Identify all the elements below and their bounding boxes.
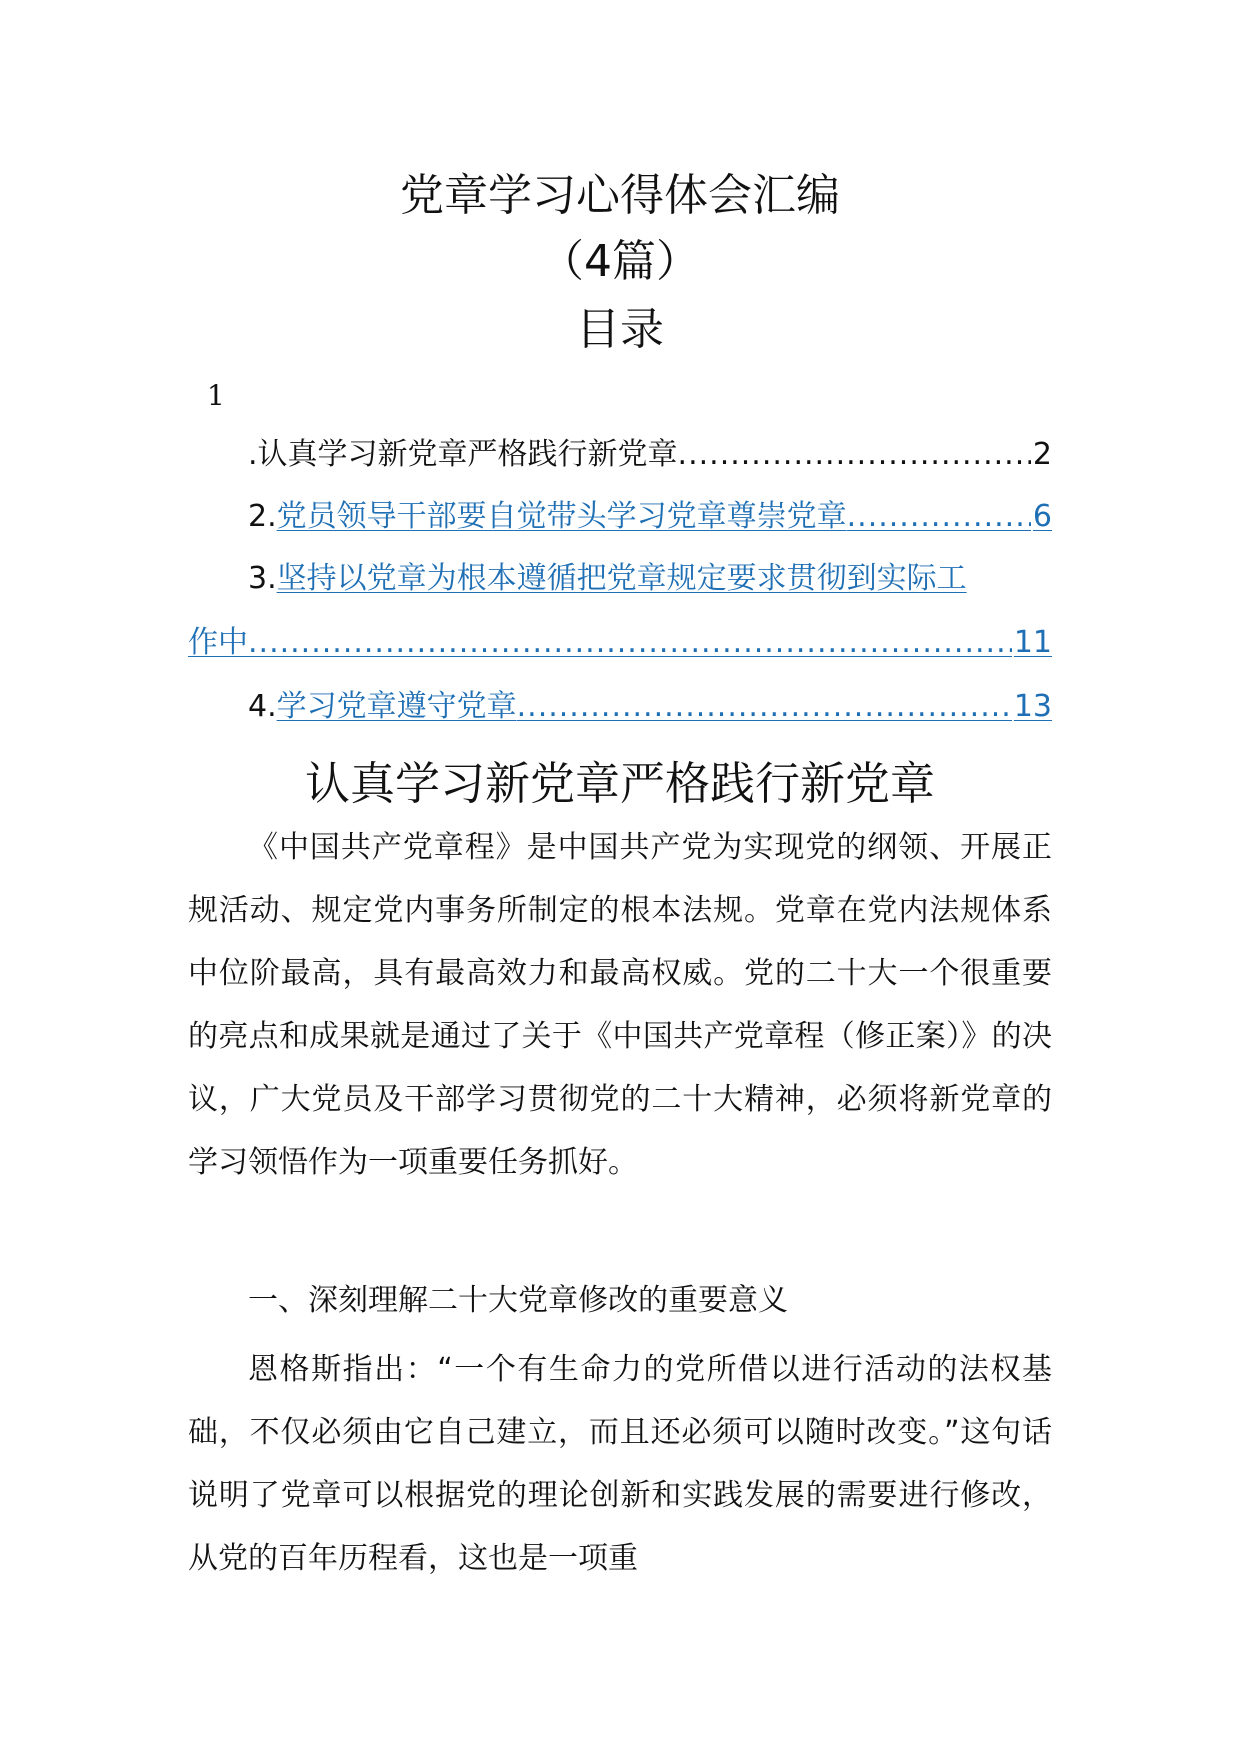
toc-entry-4-link[interactable]: 学习党章遵守党章	[276, 689, 517, 724]
document-title: 党章学习心得体会汇编	[400, 170, 840, 221]
article-title: 认真学习新党章严格践行新党章	[304, 757, 935, 810]
article-body-2	[188, 1338, 1052, 1590]
toc-entry-2-link[interactable]: 党员领导干部要自觉带头学习党章尊崇党章	[276, 499, 847, 534]
toc-entry-2[interactable]	[248, 494, 1052, 540]
toc-entry-1[interactable]	[248, 432, 1052, 478]
toc-entry-1-page: 2	[1032, 437, 1052, 472]
toc-entry-3-link-continued[interactable]: 作中	[188, 625, 248, 660]
toc-entry-3-page[interactable]: 11	[1013, 625, 1052, 660]
toc-entry-4-page[interactable]: 13	[1013, 689, 1052, 724]
toc-entry-2-page[interactable]: 6	[1032, 499, 1052, 534]
toc-entry-4-leader	[517, 684, 1012, 730]
toc-entry-3-link[interactable]: 坚持以党章为根本遵循把党章规定要求贯彻到实际工	[276, 561, 967, 596]
toc-entry-1-leader	[678, 432, 1031, 478]
toc-entry-2-prefix: 2.	[248, 499, 277, 534]
toc-entry-4-prefix: 4.	[248, 689, 277, 724]
article-paragraph-1: 《中国共产党章程》是中国共产党为实现党的纲领、开展正规活动、规定党内事务所制定的根本法规。党章在党内法规体系中位阶最高，具有最高效力和最高权威。党的二十大一个很重要的亮点和成果就是通过了关于《中国共产党章程（修正案）》的决议，广大党员及干部学习贯彻党的二十大精神，必须将新党章的学习领悟作为一项重要任务抓好。	[188, 830, 1052, 1180]
toc-entry-1-prefix: .	[248, 437, 258, 472]
page-marker: 1	[207, 379, 225, 412]
toc-entry-4[interactable]	[248, 684, 1052, 730]
article-paragraph-2: 恩格斯指出：“一个有生命力的党所借以进行活动的法权基础，不仅必须由它自己建立，而且还必须可以随时改变。”这句话说明了党章可以根据党的理论创新和实践发展的需要进行修改，从党的百年历程看，这也是一项重	[188, 1352, 1052, 1576]
article-body-1	[188, 816, 1052, 1194]
toc-entry-3[interactable]	[248, 556, 1052, 602]
toc-heading: 目录	[576, 304, 664, 355]
toc-entry-3-prefix: 3.	[248, 561, 277, 596]
section-heading-1: 一、深刻理解二十大党章修改的重要意义	[248, 1283, 788, 1318]
document-count: （4篇）	[540, 236, 700, 287]
toc-entry-3-leader	[248, 620, 1012, 666]
toc-entry-3-continued[interactable]	[188, 620, 1052, 666]
toc-entry-2-leader	[847, 494, 1031, 540]
toc-entry-1-title: 认真学习新党章严格践行新党章	[257, 437, 678, 472]
